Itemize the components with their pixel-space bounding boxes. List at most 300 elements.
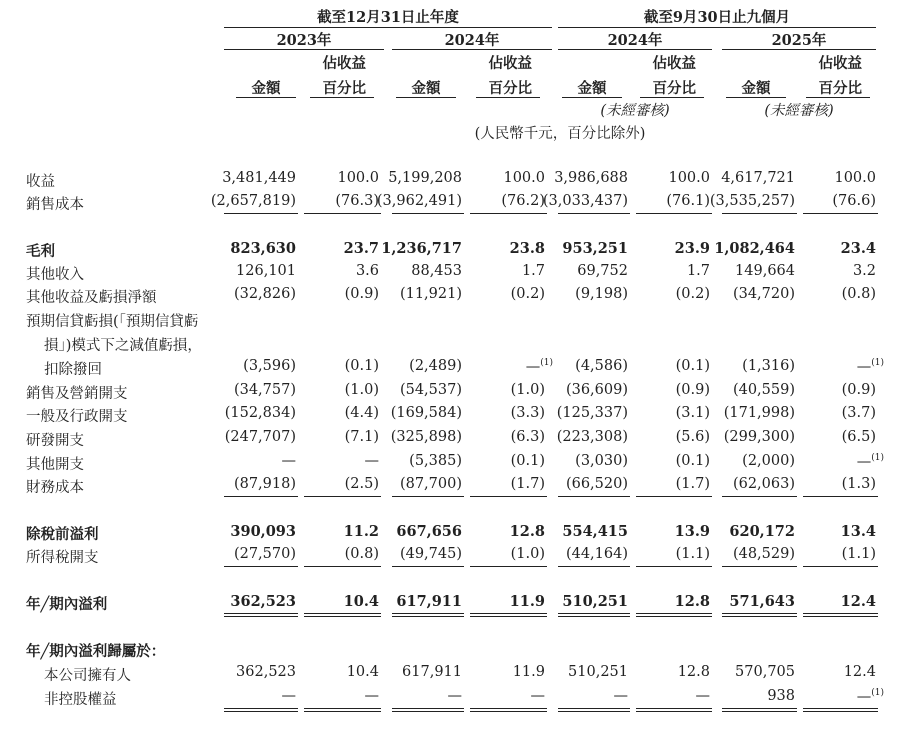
table-cell xyxy=(528,546,628,562)
table-cell xyxy=(695,688,795,704)
cell-value: (87,700) xyxy=(399,476,462,492)
cell-value: 5,199,208 xyxy=(388,170,462,186)
cell-value: 3.6 xyxy=(355,263,379,279)
cell-value: 620,172 xyxy=(729,523,795,540)
table-cell xyxy=(528,523,628,540)
cell-value: (3,535,257) xyxy=(709,193,795,209)
table-cell xyxy=(528,382,628,398)
cell-value: (0.8) xyxy=(841,286,876,302)
row-label: 毛利 xyxy=(26,243,55,260)
row-label: 年╱期內溢利歸屬於： xyxy=(26,643,166,660)
cell-value: 23.7 xyxy=(343,240,379,257)
cell-value: (5.6) xyxy=(675,429,710,445)
table-cell xyxy=(528,286,628,302)
table-cell xyxy=(695,664,795,680)
cell-value: — xyxy=(525,359,541,375)
table-cell xyxy=(824,453,884,470)
amount-rule-3 xyxy=(562,97,622,98)
cell-value: 1.7 xyxy=(686,263,710,279)
cell-value: (32,826) xyxy=(233,286,296,302)
table-cell xyxy=(824,688,884,705)
single-rule xyxy=(224,566,298,567)
table-cell xyxy=(695,593,795,610)
cell-value: 88,453 xyxy=(411,263,462,279)
cell-value: 617,911 xyxy=(396,593,462,610)
cell-value: (1.0) xyxy=(344,382,379,398)
row-label: 銷售及營銷開支 xyxy=(26,386,128,402)
cell-value: (0.9) xyxy=(344,286,379,302)
unit-note: (人民幣千元，百分比除外) xyxy=(474,126,646,142)
table-cell xyxy=(695,546,795,562)
single-rule xyxy=(636,566,712,567)
row-label: 其他開支 xyxy=(26,457,84,473)
amount-header-1: 金額 xyxy=(251,80,281,97)
single-rule xyxy=(470,496,547,497)
footnote-marker: (1) xyxy=(871,358,884,368)
table-cell xyxy=(816,593,876,610)
cell-value: 12.8 xyxy=(677,664,710,680)
single-rule xyxy=(470,566,547,567)
unaudited-note-2024: (未經審核) xyxy=(600,103,670,119)
table-cell xyxy=(528,263,628,279)
cell-value: 1.7 xyxy=(521,263,545,279)
cell-value: (0.8) xyxy=(344,546,379,562)
cell-value: (66,520) xyxy=(565,476,628,492)
cell-value: (9,198) xyxy=(575,286,628,302)
period-fy-rule xyxy=(224,27,552,28)
unaudited-note-2025: (未經審核) xyxy=(764,103,834,119)
amount-rule-2 xyxy=(396,97,456,98)
cell-value: 23.4 xyxy=(840,240,876,257)
double-rule xyxy=(636,708,712,712)
single-rule xyxy=(636,213,712,214)
amount-header-2: 金額 xyxy=(411,80,441,97)
single-rule xyxy=(224,213,298,214)
year-2023: 2023年 xyxy=(276,32,332,49)
table-cell xyxy=(816,286,876,302)
cell-value: — xyxy=(856,689,872,705)
table-cell xyxy=(816,382,876,398)
single-rule xyxy=(304,213,381,214)
table-cell xyxy=(528,193,628,209)
cell-value: (1.0) xyxy=(510,546,545,562)
table-cell xyxy=(196,664,296,680)
row-label: 一般及行政開支 xyxy=(26,409,128,425)
row-label-line: 扣除撥回 xyxy=(44,362,102,378)
cell-value: — xyxy=(856,454,872,470)
cell-value: 617,911 xyxy=(402,664,462,680)
cell-value: (223,308) xyxy=(556,429,628,445)
double-rule xyxy=(558,708,630,712)
cell-value: 13.4 xyxy=(840,523,876,540)
table-cell xyxy=(362,193,462,209)
cell-value: 390,093 xyxy=(230,523,296,540)
single-rule xyxy=(722,566,797,567)
single-rule xyxy=(558,496,630,497)
period-9m-rule xyxy=(558,27,876,28)
table-cell xyxy=(695,240,795,257)
cell-value: (11,921) xyxy=(399,286,462,302)
cell-value: 510,251 xyxy=(568,664,628,680)
table-cell xyxy=(528,453,628,469)
cell-value: (54,537) xyxy=(399,382,462,398)
cell-value: — xyxy=(281,688,296,704)
table-cell xyxy=(362,664,462,680)
row-label: 除稅前溢利 xyxy=(26,526,99,543)
cell-value: 23.8 xyxy=(509,240,545,257)
row-label: 非控股權益 xyxy=(44,692,117,708)
amount-rule-4 xyxy=(726,97,786,98)
cell-value: 3,986,688 xyxy=(554,170,628,186)
table-cell xyxy=(816,546,876,562)
cell-value: 13.9 xyxy=(674,523,710,540)
cell-value: (6.3) xyxy=(510,429,545,445)
double-rule xyxy=(470,708,547,712)
cell-value: (76.2) xyxy=(501,193,545,209)
cell-value: 10.4 xyxy=(343,593,379,610)
single-rule xyxy=(392,566,464,567)
single-rule xyxy=(558,213,630,214)
single-rule xyxy=(304,496,381,497)
cell-value: (169,584) xyxy=(390,405,462,421)
single-rule xyxy=(392,496,464,497)
row-label: 研發開支 xyxy=(26,433,84,449)
row-label: 銷售成本 xyxy=(26,197,84,213)
cell-value: 1,236,717 xyxy=(381,240,462,257)
cell-value: (1.0) xyxy=(510,382,545,398)
table-cell xyxy=(362,286,462,302)
cell-value: (76.1) xyxy=(666,193,710,209)
table-cell xyxy=(816,429,876,445)
table-cell xyxy=(362,240,462,257)
pct-rule-2 xyxy=(476,97,540,98)
table-cell xyxy=(528,688,628,704)
cell-value: 3.2 xyxy=(852,263,876,279)
single-rule xyxy=(803,213,878,214)
period-fy-header: 截至12月31日止年度 xyxy=(317,9,459,26)
pct-header-1b: 百分比 xyxy=(322,80,366,97)
double-rule xyxy=(636,613,712,617)
row-label: 年╱期內溢利 xyxy=(26,596,108,613)
table-cell xyxy=(528,170,628,186)
cell-value: (171,998) xyxy=(723,405,795,421)
cell-value: 23.9 xyxy=(674,240,710,257)
cell-value: (0.1) xyxy=(675,358,710,374)
single-rule xyxy=(304,566,381,567)
cell-value: (76.3) xyxy=(335,193,379,209)
cell-value: (3.1) xyxy=(675,405,710,421)
amount-header-3: 金額 xyxy=(577,80,607,97)
table-cell xyxy=(528,593,628,610)
cell-value: 362,523 xyxy=(236,664,296,680)
cell-value: (3.3) xyxy=(510,405,545,421)
cell-value: (0.1) xyxy=(675,453,710,469)
cell-value: (3,033,437) xyxy=(542,193,628,209)
table-cell xyxy=(816,664,876,680)
table-cell xyxy=(528,476,628,492)
table-cell xyxy=(196,170,296,186)
year-rule-4 xyxy=(722,49,876,50)
cell-value: (3,962,491) xyxy=(376,193,462,209)
cell-value: 362,523 xyxy=(230,593,296,610)
cell-value: (247,707) xyxy=(224,429,296,445)
table-cell xyxy=(362,523,462,540)
pct-rule-4 xyxy=(806,97,870,98)
cell-value: (0.1) xyxy=(510,453,545,469)
cell-value: (3.7) xyxy=(841,405,876,421)
table-cell xyxy=(362,429,462,445)
row-label: 所得稅開支 xyxy=(26,550,99,566)
cell-value: (1.1) xyxy=(675,546,710,562)
cell-value: (1.1) xyxy=(841,546,876,562)
cell-value: — xyxy=(364,453,379,469)
cell-value: (2,489) xyxy=(409,358,462,374)
table-cell xyxy=(362,405,462,421)
double-rule xyxy=(392,613,464,617)
cell-value: (40,559) xyxy=(732,382,795,398)
cell-value: — xyxy=(856,359,872,375)
table-cell xyxy=(816,170,876,186)
double-rule xyxy=(803,613,878,617)
table-cell xyxy=(362,382,462,398)
cell-value: (7.1) xyxy=(344,429,379,445)
cell-value: (152,834) xyxy=(224,405,296,421)
cell-value: (2,000) xyxy=(742,453,795,469)
cell-value: 4,617,721 xyxy=(721,170,795,186)
cell-value: 3,481,449 xyxy=(222,170,296,186)
table-cell xyxy=(816,193,876,209)
cell-value: (0.9) xyxy=(675,382,710,398)
cell-value: — xyxy=(447,688,462,704)
single-rule xyxy=(803,566,878,567)
table-cell xyxy=(362,546,462,562)
row-label-line: 預期信貸虧損(「預期信貸虧 xyxy=(26,314,199,330)
table-cell xyxy=(695,286,795,302)
table-cell xyxy=(196,405,296,421)
pct-header-4a: 佔收益 xyxy=(818,55,862,72)
table-cell xyxy=(196,546,296,562)
cell-value: (49,745) xyxy=(399,546,462,562)
single-rule xyxy=(392,213,464,214)
table-cell xyxy=(695,429,795,445)
cell-value: (2.5) xyxy=(344,476,379,492)
cell-value: 10.4 xyxy=(346,664,379,680)
cell-value: 149,664 xyxy=(735,263,795,279)
pct-header-4b: 百分比 xyxy=(818,80,862,97)
double-rule xyxy=(224,708,298,712)
row-label: 收益 xyxy=(26,174,55,190)
pct-rule-3 xyxy=(640,97,704,98)
double-rule xyxy=(470,613,547,617)
double-rule xyxy=(304,613,381,617)
cell-value: (5,385) xyxy=(409,453,462,469)
single-rule xyxy=(470,213,547,214)
cell-value: 11.9 xyxy=(512,664,545,680)
cell-value: 126,101 xyxy=(236,263,296,279)
table-cell xyxy=(196,240,296,257)
year-rule-2 xyxy=(392,49,552,50)
table-cell xyxy=(362,170,462,186)
cell-value: (87,918) xyxy=(233,476,296,492)
row-label: 本公司擁有人 xyxy=(44,668,131,684)
cell-value: (48,529) xyxy=(732,546,795,562)
cell-value: — xyxy=(613,688,628,704)
cell-value: (4,586) xyxy=(575,358,628,374)
cell-value: (27,570) xyxy=(233,546,296,562)
table-cell xyxy=(816,240,876,257)
amount-rule-1 xyxy=(236,97,296,98)
table-cell xyxy=(196,358,296,374)
double-rule xyxy=(558,613,630,617)
row-label: 其他收益及虧損淨額 xyxy=(26,290,157,306)
table-cell xyxy=(196,593,296,610)
cell-value: (1.3) xyxy=(841,476,876,492)
table-cell xyxy=(695,405,795,421)
row-label: 財務成本 xyxy=(26,480,84,496)
table-cell xyxy=(362,453,462,469)
cell-value: — xyxy=(695,688,710,704)
cell-value: 100.0 xyxy=(668,170,710,186)
table-cell xyxy=(695,523,795,540)
table-cell xyxy=(816,523,876,540)
cell-value: 570,705 xyxy=(735,664,795,680)
cell-value: 100.0 xyxy=(834,170,876,186)
table-cell xyxy=(362,358,462,374)
table-cell xyxy=(816,476,876,492)
cell-value: 12.8 xyxy=(674,593,710,610)
table-cell xyxy=(525,358,628,375)
cell-value: (36,609) xyxy=(565,382,628,398)
cell-value: (3,030) xyxy=(575,453,628,469)
table-cell xyxy=(196,476,296,492)
single-rule xyxy=(558,566,630,567)
pct-header-3b: 百分比 xyxy=(652,80,696,97)
cell-value: (0.9) xyxy=(841,382,876,398)
cell-value: (0.1) xyxy=(344,358,379,374)
cell-value: — xyxy=(364,688,379,704)
pct-header-2a: 佔收益 xyxy=(488,55,532,72)
footnote-marker: (1) xyxy=(871,688,884,698)
cell-value: 11.9 xyxy=(509,593,545,610)
single-rule xyxy=(803,496,878,497)
cell-value: (125,337) xyxy=(556,405,628,421)
table-cell xyxy=(196,429,296,445)
cell-value: 554,415 xyxy=(562,523,628,540)
table-cell xyxy=(816,263,876,279)
cell-value: (0.2) xyxy=(510,286,545,302)
cell-value: 510,251 xyxy=(562,593,628,610)
cell-value: (3,596) xyxy=(243,358,296,374)
cell-value: (1,316) xyxy=(742,358,795,374)
cell-value: (62,063) xyxy=(732,476,795,492)
amount-header-4: 金額 xyxy=(741,80,771,97)
year-2024-9m: 2024年 xyxy=(607,32,663,49)
table-cell xyxy=(196,523,296,540)
row-label-line: 損」)模式下之減值虧損， xyxy=(44,338,202,354)
cell-value: 100.0 xyxy=(337,170,379,186)
row-label: 其他收入 xyxy=(26,267,84,283)
footnote-marker: (1) xyxy=(540,358,553,368)
table-cell xyxy=(695,382,795,398)
cell-value: (76.6) xyxy=(832,193,876,209)
pct-header-2b: 百分比 xyxy=(488,80,532,97)
cell-value: 1,082,464 xyxy=(714,240,795,257)
cell-value: (6.5) xyxy=(841,429,876,445)
cell-value: (34,720) xyxy=(732,286,795,302)
table-cell xyxy=(362,263,462,279)
cell-value: (4.4) xyxy=(344,405,379,421)
table-cell xyxy=(196,263,296,279)
cell-value: (44,164) xyxy=(565,546,628,562)
double-rule xyxy=(803,708,878,712)
double-rule xyxy=(392,708,464,712)
table-cell xyxy=(362,593,462,610)
pct-rule-1 xyxy=(310,97,374,98)
table-cell xyxy=(695,476,795,492)
cell-value: (34,757) xyxy=(233,382,296,398)
table-cell xyxy=(695,453,795,469)
table-cell xyxy=(824,358,884,375)
table-cell xyxy=(695,263,795,279)
cell-value: — xyxy=(281,453,296,469)
year-rule-3 xyxy=(558,49,712,50)
period-9m-header: 截至9月30日止九個月 xyxy=(643,9,791,26)
cell-value: 12.4 xyxy=(843,664,876,680)
table-cell xyxy=(362,688,462,704)
table-cell xyxy=(695,193,795,209)
cell-value: 571,643 xyxy=(729,593,795,610)
cell-value: (1.7) xyxy=(510,476,545,492)
single-rule xyxy=(722,496,797,497)
table-cell xyxy=(528,405,628,421)
pct-header-3a: 佔收益 xyxy=(652,55,696,72)
cell-value: (2,657,819) xyxy=(210,193,296,209)
cell-value: 11.2 xyxy=(343,523,379,540)
table-cell xyxy=(816,405,876,421)
year-2024-fy: 2024年 xyxy=(444,32,500,49)
cell-value: (325,898) xyxy=(390,429,462,445)
table-cell xyxy=(695,358,795,374)
double-rule xyxy=(304,708,381,712)
footnote-marker: (1) xyxy=(871,453,884,463)
double-rule xyxy=(224,613,298,617)
cell-value: 12.4 xyxy=(840,593,876,610)
cell-value: 69,752 xyxy=(577,263,628,279)
table-cell xyxy=(196,382,296,398)
single-rule xyxy=(722,213,797,214)
cell-value: 667,656 xyxy=(396,523,462,540)
cell-value: 953,251 xyxy=(562,240,628,257)
table-cell xyxy=(196,688,296,704)
table-cell xyxy=(528,240,628,257)
table-cell xyxy=(196,193,296,209)
cell-value: — xyxy=(530,688,545,704)
year-rule-1 xyxy=(224,49,384,50)
single-rule xyxy=(224,496,298,497)
double-rule xyxy=(722,613,797,617)
table-cell xyxy=(196,453,296,469)
table-cell xyxy=(196,286,296,302)
cell-value: 12.8 xyxy=(509,523,545,540)
table-cell xyxy=(528,429,628,445)
cell-value: 938 xyxy=(767,688,795,704)
cell-value: (299,300) xyxy=(723,429,795,445)
table-cell xyxy=(695,170,795,186)
cell-value: (0.2) xyxy=(675,286,710,302)
cell-value: 100.0 xyxy=(503,170,545,186)
double-rule xyxy=(722,708,797,712)
cell-value: 823,630 xyxy=(230,240,296,257)
